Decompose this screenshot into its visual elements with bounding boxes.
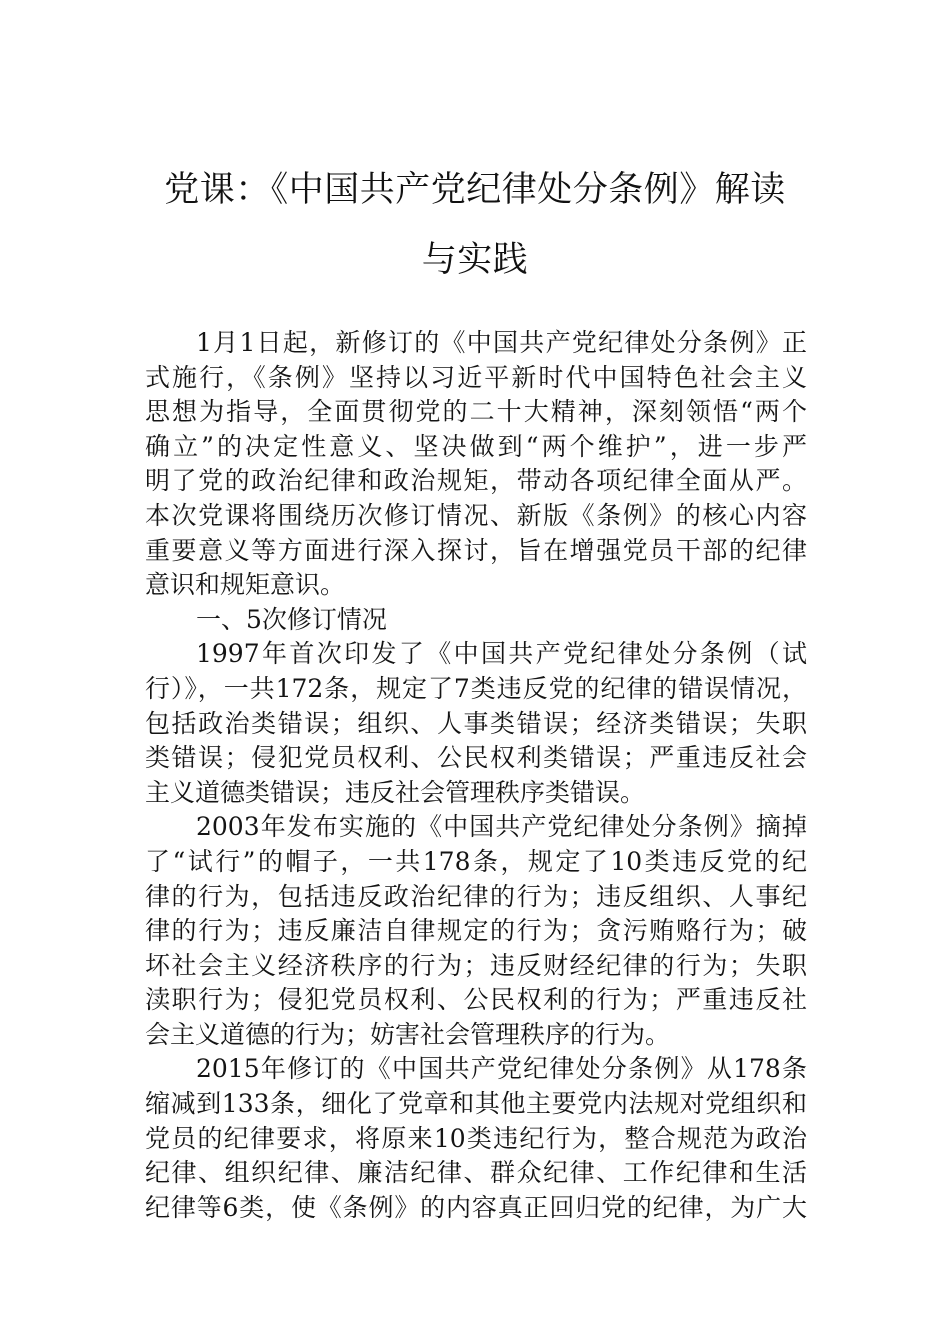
text-line: 1997年首次印发了《中国共产党纪律处分条例（试 [196,639,807,669]
text-line: 纪律等6类，使《条例》的内容真正回归党的纪律，为广大 [145,1192,807,1222]
text-line: 本次党课将围绕历次修订情况、新版《条例》的核心内容 [145,500,807,530]
text-line: 确立”的决定性意义、坚决做到“两个维护”，进一步严 [145,431,807,461]
text-line: 律的行为；违反廉洁自律规定的行为；贪污贿赂行为；破 [145,916,807,946]
text-line: 行）》，一共172条，规定了7类违反党的纪律的错误情况， [145,673,807,703]
text-line: 明了党的政治纪律和政治规矩，带动各项纪律全面从严。 [145,466,807,496]
section-heading [145,603,825,638]
paragraph-2003 [145,810,825,1052]
section-heading-text: 一、5次修订情况 [196,604,387,634]
text-line: 渎职行为；侵犯党员权利、公民权利的行为；严重违反社 [145,985,807,1015]
text-line: 重要意义等方面进行深入探讨，旨在增强党员干部的纪律 [145,535,807,565]
text-line: 纪律、组织纪律、廉洁纪律、群众纪律、工作纪律和生活 [145,1158,807,1188]
text-line: 会主义道德的行为；妨害社会管理秩序的行为。 [145,1019,671,1049]
text-line: 2015年修订的《中国共产党纪律处分条例》从178条 [196,1054,807,1084]
text-line: 包括政治类错误；组织、人事类错误；经济类错误；失职 [145,708,807,738]
text-line: 1月1日起，新修订的《中国共产党纪律处分条例》正 [196,328,807,357]
text-line: 2003年发布实施的《中国共产党纪律处分条例》摘掉 [196,812,807,842]
text-line: 了“试行”的帽子，一共178条，规定了10类违反党的纪 [145,846,807,876]
document-title-line-2: 与实践 [421,240,529,280]
text-line: 缩减到133条，细化了党章和其他主要党内法规对党组织和 [145,1089,807,1119]
text-line: 类错误；侵犯党员权利、公民权利类错误；严重违反社会 [145,743,807,773]
paragraph-2015 [145,1052,825,1225]
document-title-line-1: 党课：《中国共产党纪律处分条例》解读 [164,170,786,210]
text-line: 律的行为，包括违反政治纪律的行为；违反组织、人事纪 [145,881,807,911]
paragraph-intro [145,326,825,603]
text-line: 意识和规矩意识。 [145,570,346,600]
text-line: 思想为指导，全面贯彻党的二十大精神，深刻领悟“两个 [145,397,807,427]
text-line: 党员的纪律要求，将原来10类违纪行为，整合规范为政治 [145,1123,807,1153]
text-line: 坏社会主义经济秩序的行为；违反财经纪律的行为；失职 [145,950,807,980]
document-body [145,326,825,1225]
text-line: 主义道德类错误；违反社会管理秩序类错误。 [145,777,646,807]
text-line: 式施行，《条例》坚持以习近平新时代中国特色社会主义 [145,362,807,392]
paragraph-1997 [145,637,825,810]
